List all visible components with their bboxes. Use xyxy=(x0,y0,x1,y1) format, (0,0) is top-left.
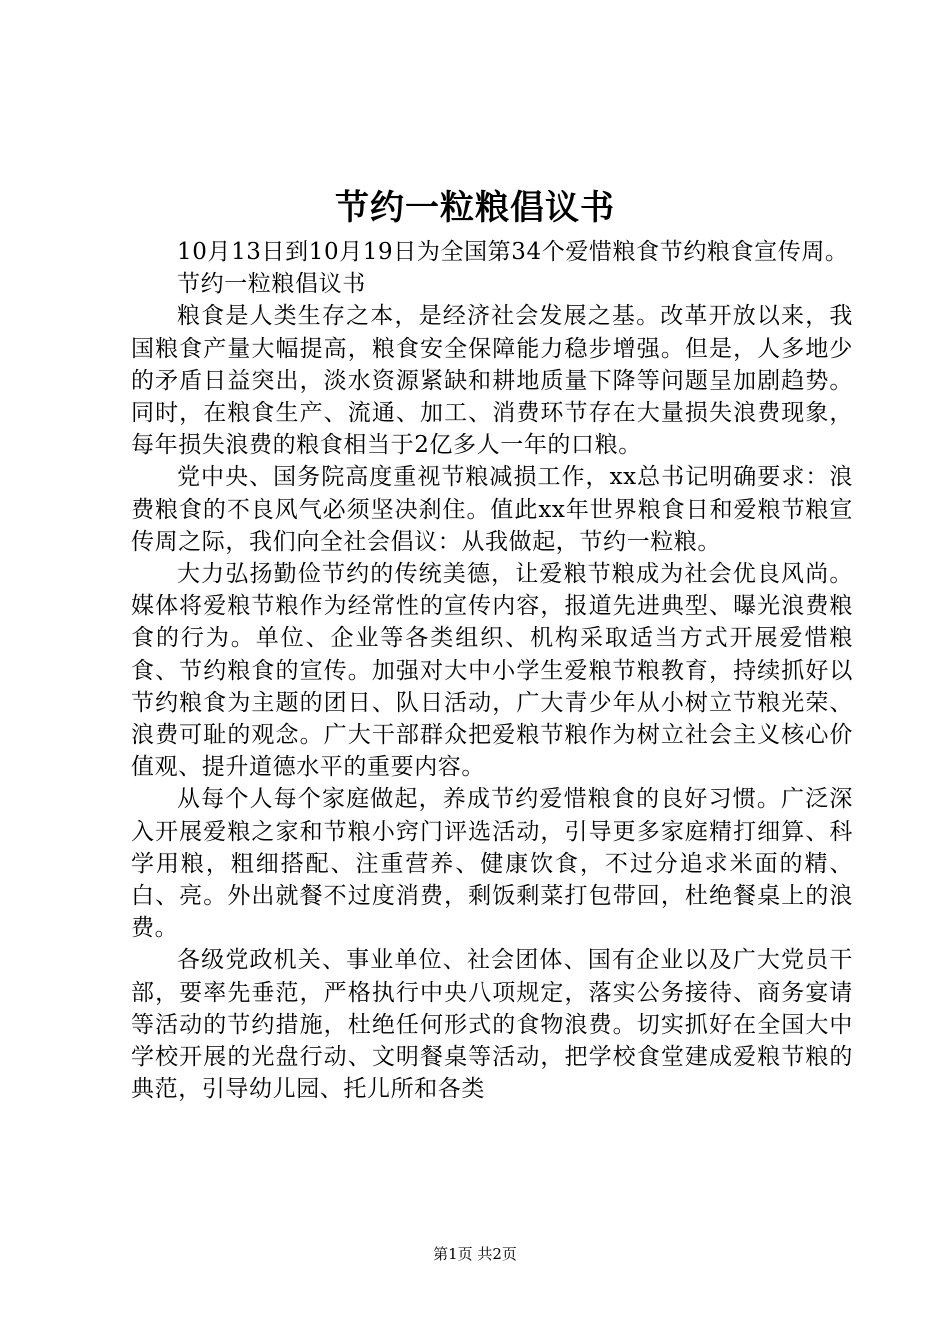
page-number-footer: 第1页 共2页 xyxy=(433,1245,517,1263)
paragraph-family-habits: 从每个人每个家庭做起，养成节约爱惜粮食的良好习惯。广泛深入开展爱粮之家和节粮小窍门评选活动，引导更多家庭精打细算、科学用粮，粗细搭配、注重营养、健康饮食，不过分追求米面的精、白、亮。外出就餐不过度消费，剩饭剩菜打包带回，杜绝餐桌上的浪费。 xyxy=(131,786,853,942)
paragraph-party-organs: 各级党政机关、事业单位、社会团体、国有企业以及广大党员干部，要率先垂范，严格执行中央八项规定，落实公务接待、商务宴请等活动的节约措施，杜绝任何形式的食物浪费。切实抓好在全国大中学校开展的光盘行动、文明餐桌等活动，把学校食堂建成爱粮节粮的典范，引导幼儿园、托儿所和各类 xyxy=(131,947,853,1103)
paragraph-central-directive: 党中央、国务院高度重视节粮减损工作，xx总书记明确要求：浪费粮食的不良风气必须坚决刹住。值此xx年世界粮食日和爱粮节粮宣传周之际，我们向全社会倡议：从我做起，节约一粒粮。 xyxy=(131,464,853,555)
paragraph-subtitle: 节约一粒粮倡议书 xyxy=(177,271,366,298)
paragraph-promote-virtue: 大力弘扬勤俭节约的传统美德，让爱粮节粮成为社会优良风尚。媒体将爱粮节粮作为经常性的宣传内容，报道先进典型、曝光浪费粮食的行为。单位、企业等各类组织、机构采取适当方式开展爱惜粮食、节约粮食的宣传。加强对大中小学生爱粮节粮教育，持续抓好以节约粮食为主题的团日、队日活动，广大青少年从小树立节粮光荣、浪费可耻的观念。广大干部群众把爱粮节粮作为树立社会主义核心价值观、提升道德水平的重要内容。 xyxy=(131,561,853,781)
document-title: 节约一粒粮倡议书 xyxy=(335,188,615,228)
document-body xyxy=(131,236,853,1105)
paragraph-intro: 10月13日到10月19日为全国第34个爱惜粮食节约粮食宣传周。 xyxy=(177,239,849,265)
paragraph-food-foundation: 粮食是人类生存之本，是经济社会发展之基。改革开放以来，我国粮食产量大幅提高，粮食安全保障能力稳步增强。但是，人多地少的矛盾日益突出，淡水资源紧缺和耕地质量下降等问题呈加剧趋势。同时，在粮食生产、流通、加工、消费环节存在大量损失浪费现象，每年损失浪费的粮食相当于2亿多人一年的口粮。 xyxy=(131,303,853,459)
